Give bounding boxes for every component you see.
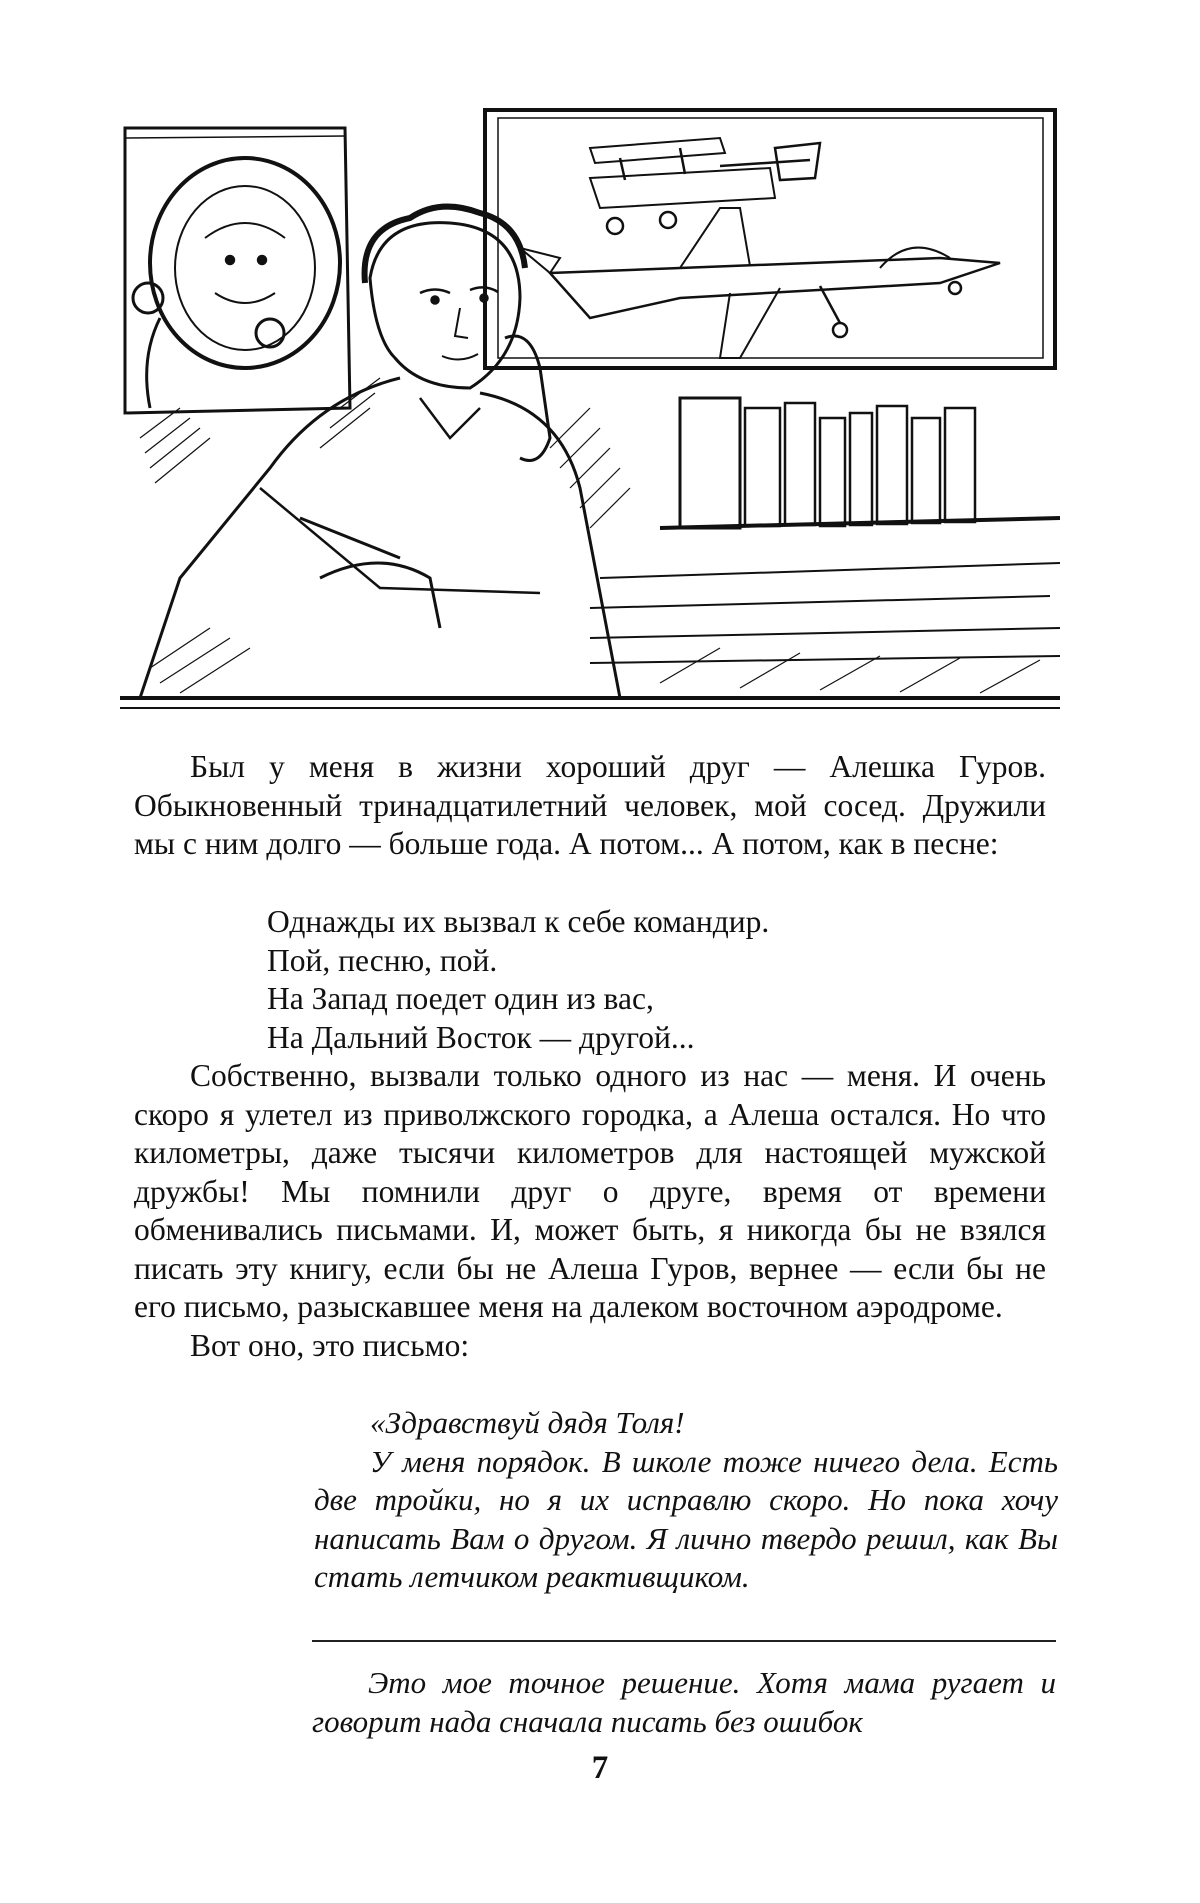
paragraph-3: Вот оно, это письмо: <box>190 1327 470 1363</box>
footnote-text: Это мое точное решение. Хотя мама ругает и говорит нада сначала писать без ошибок <box>312 1665 1056 1739</box>
boy-at-desk-illustration-icon <box>120 108 1060 720</box>
footnote <box>312 1663 1056 1741</box>
page-number: 7 <box>591 1750 609 1786</box>
paragraph-1: Был у меня в жизни хороший друг — Алешка Гуров. Обыкновенный тринадцатилетний человек, мой сосед. Дружили мы с ним долго — больше года. А потом... А потом, как в песне: <box>134 749 1046 861</box>
verse-line: На Запад поедет один из вас, <box>267 981 654 1016</box>
paragraph-2: Собственно, вызвали только одного из нас — меня. И очень скоро я улетел из приволжского городка, а Алеша остался. Но что километры, даже тысячи километров для настоящей мужской дружбы! Мы помнили друг о друге, время от времени обменивались письмами. И, может быть, я никогда бы не взялся писать эту книгу, если бы не Алеша Гуров, вернее — если бы не его письмо, разыскавшее меня на далеком восточном аэродроме. <box>134 1058 1046 1324</box>
verse-line: Однажды их вызвал к себе командир. <box>267 904 770 939</box>
main-paragraph <box>134 1057 1046 1365</box>
verse-line: Пой, песню, пой. <box>267 942 498 978</box>
footnote-divider <box>312 1640 1056 1642</box>
verse-line: На Дальний Восток — другой... <box>267 1019 695 1055</box>
letter-text <box>314 1404 1058 1597</box>
letter-body: У меня порядок. В школе тоже ничего дела. Есть две тройки, но я их исправлю скоро. Но пока хочу написать Вам о другом. Я лично твердо решил, как Вы стать летчиком реактивщиком. <box>314 1443 1058 1594</box>
opening-paragraph <box>134 748 1046 864</box>
song-verse <box>267 903 1027 1057</box>
letter-greeting: «Здравствуй дядя Толя! <box>370 1405 685 1440</box>
